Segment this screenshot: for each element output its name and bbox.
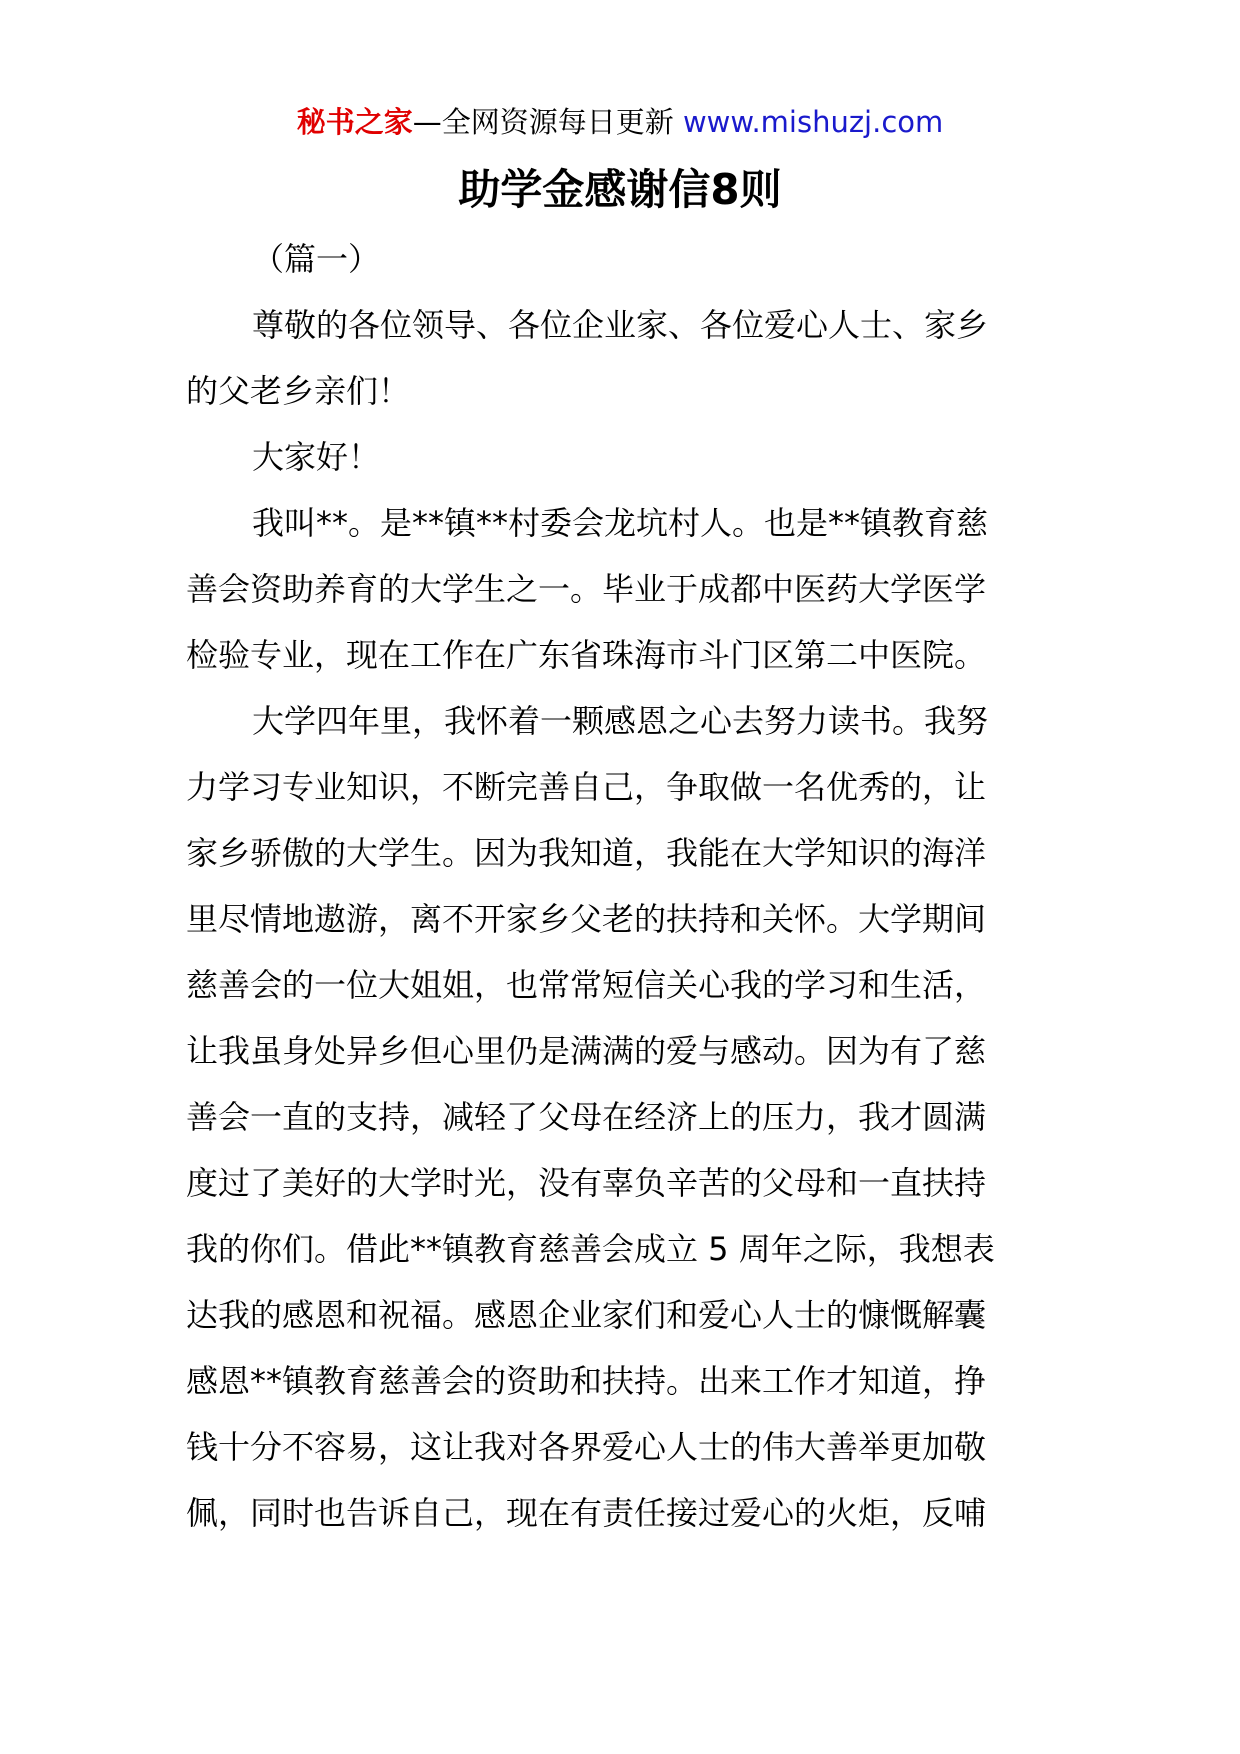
paragraph-line: 感恩**镇教育慈善会的资助和扶持。出来工作才知道，挣 [186,1362,987,1400]
paragraph-line: 达我的感恩和祝福。感恩企业家们和爱心人士的慷慨解囊 [186,1296,987,1334]
paragraph-line: 我的你们。借此**镇教育慈善会成立 5 周年之际，我想表 [186,1230,995,1268]
brand-name: 秘书之家 [296,105,413,139]
paragraph-line: 家乡骄傲的大学生。因为我知道，我能在大学知识的海洋 [186,834,987,872]
paragraph-line: 大家好！ [252,438,381,476]
paragraph-line: 钱十分不容易，这让我对各界爱心人士的伟大善举更加敬 [186,1428,987,1466]
paragraph-line: 度过了美好的大学时光，没有辜负辛苦的父母和一直扶持 [186,1164,987,1202]
paragraph-introduction [186,490,1058,688]
paragraph-line: 善会资助养育的大学生之一。毕业于成都中医药大学医学 [186,570,987,608]
paragraph-greeting [186,424,1058,490]
paragraph-line: 善会一直的支持，减轻了父母在经济上的压力，我才圆满 [186,1098,987,1136]
paragraph-line: 让我虽身处异乡但心里仍是满满的爱与感动。因为有了慈 [186,1032,987,1070]
site-url-link[interactable]: www.mishuzj.com [682,105,944,139]
paragraph-line: 大学四年里，我怀着一颗感恩之心去努力读书。我努 [252,702,989,740]
paragraph-gratitude [186,688,1058,1546]
paragraph-line: 佩，同时也告诉自己，现在有责任接过爱心的火炬，反哺 [186,1494,987,1532]
paragraph-line: 慈善会的一位大姐姐，也常常短信关心我的学习和生活， [186,966,987,1004]
site-header [0,100,1240,144]
paragraph-line: 的父老乡亲们！ [186,372,411,410]
section-label: （篇一） [252,240,381,278]
document-title: 助学金感谢信8则 [458,165,782,214]
paragraph-line: 检验专业，现在工作在广东省珠海市斗门区第二中医院。 [186,636,987,674]
paragraph-line: 里尽情地遨游，离不开家乡父老的扶持和关怀。大学期间 [186,900,987,938]
header-tagline: —全网资源每日更新 [412,105,674,139]
paragraph-line: 尊敬的各位领导、各位企业家、各位爱心人士、家乡 [252,306,989,344]
paragraph-salutation [186,292,1058,424]
document-body [186,226,1058,1546]
paragraph-line: 我叫**。是**镇**村委会龙坑村人。也是**镇教育慈 [252,504,989,542]
paragraph-line: 力学习专业知识，不断完善自己，争取做一名优秀的，让 [186,768,987,806]
